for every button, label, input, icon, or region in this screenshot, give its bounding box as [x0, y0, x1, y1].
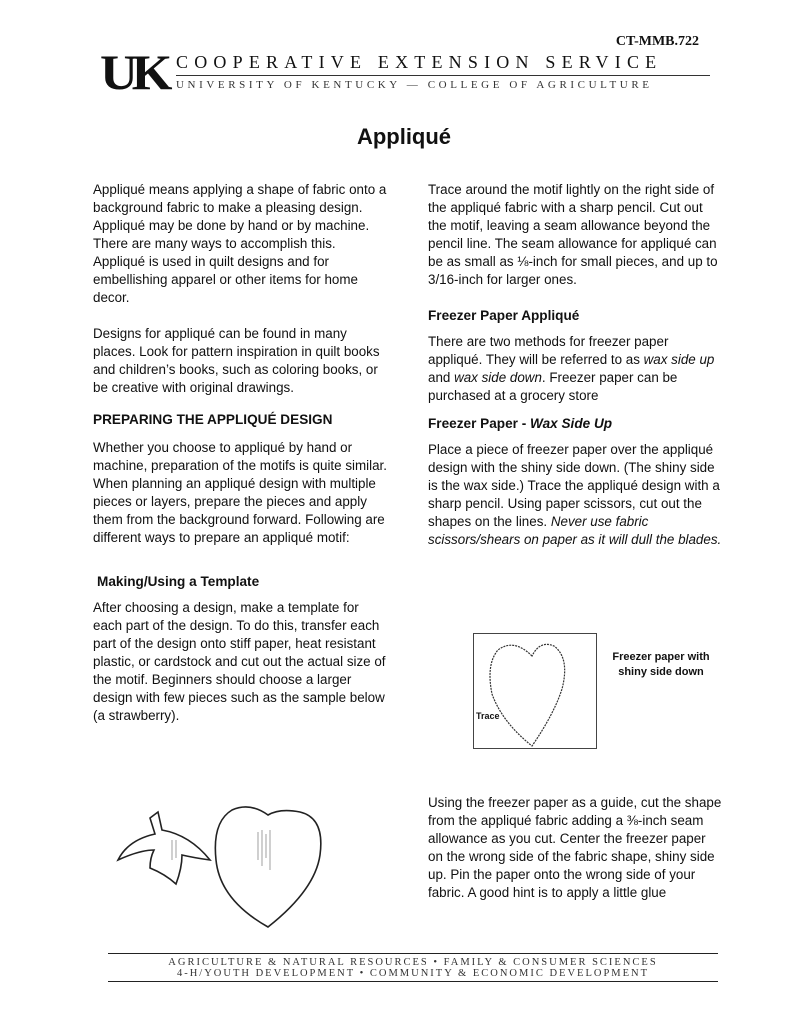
freezer-paper-figure	[473, 633, 597, 749]
template-paragraph: After choosing a design, make a template for each part of the design. To do this, transfer each part of the design onto stiff paper, heat resistant plastic, or cardstock and cut out the actual size of the motif. Beginners should choose a larger design with few pieces such as the sample below (a strawberry).	[93, 600, 386, 723]
header-divider	[176, 75, 710, 76]
footer-line-2: 4-H/YOUTH DEVELOPMENT • COMMUNITY & ECONOMIC DEVELOPMENT	[176, 968, 650, 979]
footer-line-1: AGRICULTURE & NATURAL RESOURCES • FAMILY & CONSUMER SCIENCES	[168, 957, 658, 968]
right-column-continued	[428, 794, 723, 902]
freezer-text-a: There are two methods for freezer paper appliqué. They will be referred to as	[428, 334, 669, 367]
wax-text-a: Place a piece of freezer paper over the appliqué design with the shiny side down. (The shiny side is the wax side.) Trace the appliqué design with a sharp pencil. Using paper scissors, cut out the shapes on the lines.	[428, 442, 720, 529]
page-title: Appliqué	[356, 124, 452, 149]
heart-trace-icon	[474, 634, 596, 748]
intro-paragraph-1: Appliqué means applying a shape of fabric onto a background fabric to make a pleasing design. Appliqué may be done by hand or by machine. There are many ways to accomplish this. Appliqué is used in quilt designs and for embellishing apparel or other items for home decor.	[93, 182, 387, 305]
document-id: CT-MMB.722	[615, 34, 699, 49]
intro-paragraph-2: Designs for appliqué can be found in many places. Look for pattern inspiration in quilt books and children’s books, such as coloring books, or be creative with original drawings.	[93, 326, 380, 395]
heart-berry-icon	[215, 807, 320, 927]
guide-paragraph: Using the freezer paper as a guide, cut the shape from the appliqué fabric adding a ⅜-inch seam allowance as you cut. Center the freezer paper on the wrong side of the fabric shape, shiny side up. Pin the paper onto the wrong side of your fabric. A good hint is to apply a little glue	[428, 795, 722, 900]
uk-logo: UK	[100, 44, 167, 100]
section-heading-preparing: PREPARING THE APPLIQUÉ DESIGN	[93, 412, 333, 427]
preparing-paragraph: Whether you choose to appliqué by hand or machine, preparation of the motifs is quite similar. When planning an appliqué design with multiple pieces or layers, prepare the pieces and apply them from the background forward. Following are different ways to prepare an appliqué motif:	[93, 440, 387, 545]
org-title: COOPERATIVE EXTENSION SERVICE	[176, 52, 663, 72]
subheading-template: Making/Using a Template	[97, 574, 260, 589]
subheading-freezer-paper: Freezer Paper Appliqué	[428, 308, 580, 323]
wax-side-up-paragraph	[428, 441, 723, 549]
trace-label: Trace	[476, 711, 500, 721]
wax-text-italic: Never use fabric scissors/shears on paper as it will dull the blades.	[428, 514, 722, 547]
subheading-wax-side-up	[428, 415, 723, 433]
org-subtitle: UNIVERSITY OF KENTUCKY — COLLEGE OF AGRICULTURE	[176, 79, 653, 91]
wax-heading-b: Wax Side Up	[530, 416, 613, 431]
figure-caption: Freezer paper with shiny side down	[612, 651, 710, 678]
strawberry-template-figure	[110, 800, 340, 935]
footer-divider-bottom	[108, 981, 718, 982]
footer-divider-top	[108, 953, 718, 954]
freezer-text-italic-2: wax side down	[454, 370, 542, 385]
freezer-text-b: and	[428, 370, 455, 385]
freezer-paragraph	[428, 333, 723, 405]
wax-heading-a: Freezer Paper -	[428, 416, 530, 431]
trace-paragraph: Trace around the motif lightly on the right side of the appliqué fabric with a sharp pencil. Cut out the motif, leaving a seam allowance beyond the pencil line. The seam allowance for appliqué can be as small as ⅛-inch for small pieces, and up to 3/16-inch for larger ones.	[428, 182, 718, 287]
freezer-text-c: . Freezer paper can be purchased at a grocery store	[428, 370, 678, 403]
left-column	[93, 181, 388, 725]
freezer-text-italic-1: wax side up	[643, 352, 715, 367]
leaf-cap-icon	[118, 812, 210, 884]
right-column	[428, 181, 723, 549]
